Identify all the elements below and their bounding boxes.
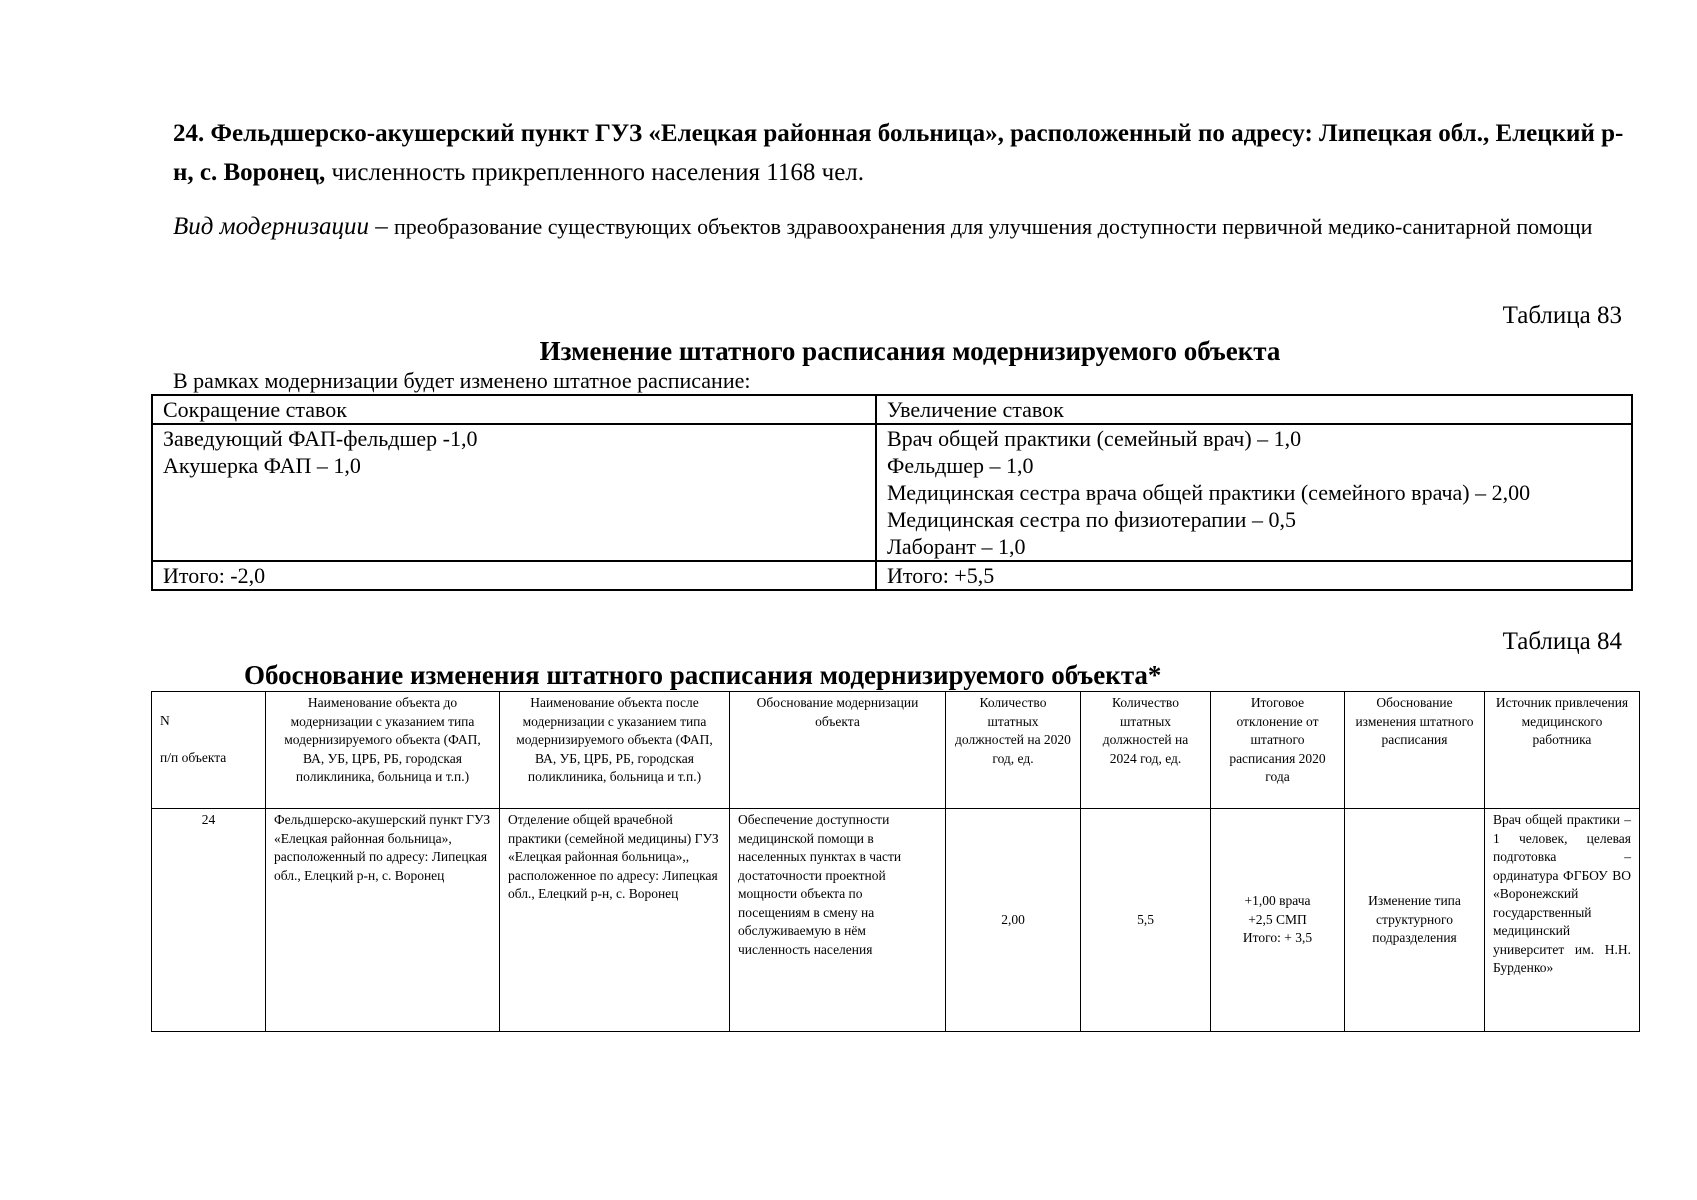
list-item: Медицинская сестра по физиотерапии – 0,5 (887, 507, 1296, 532)
table83-intro: В рамках модернизации будет изменено штатное расписание: (173, 368, 751, 393)
table-row (152, 424, 1632, 561)
heading-bold: 24. Фельдшерско-акушерский пункт ГУЗ «Елецкая районная больница», расположенный по адресу: Липецкая обл., Елецкий р-н, с. Воронец, (173, 120, 1624, 186)
table-header-row (152, 692, 1640, 809)
header-number-b: п/п объекта (160, 749, 227, 765)
row-deviation (1211, 809, 1345, 1032)
list-item: Заведующий ФАП-фельдшер -1,0 (163, 426, 478, 451)
row-reason: Обеспечение доступности медицинской помощи в населенных пунктах в части достаточности проектной мощности объекта по посещениям в смену на обслуживаемую в нём численность населения (730, 809, 946, 1032)
deviation-line: Итого: + 3,5 (1242, 930, 1313, 946)
total-reduction: Итого: -2,0 (152, 561, 876, 590)
header-count-2020: Количество штатных должностей на 2020 год, ед. (946, 692, 1081, 809)
header-after: Наименование объекта после модернизации с указанием типа модернизируемого объекта (ФАП, ВА, УБ, ЦРБ, РБ, городская поликлиника, больница и т.п.) (500, 692, 730, 809)
modernization-text: преобразование существующих объектов здравоохранения для улучшения доступности первичной медико-санитарной помощи (394, 214, 1593, 239)
table-total-row (152, 561, 1632, 590)
header-reduction: Сокращение ставок (152, 395, 876, 424)
header-reason: Обоснование модернизации объекта (730, 692, 946, 809)
header-number (152, 692, 266, 809)
row-before: Фельдшерско-акушерский пункт ГУЗ «Елецкая районная больница», расположенный по адресу: Липецкая обл., Елецкий р-н, с. Воронец (266, 809, 500, 1032)
row-count-2020: 2,00 (946, 809, 1081, 1032)
header-number-a: N (160, 713, 170, 728)
header-count-2024: Количество штатных должностей на 2024 год, ед. (1081, 692, 1211, 809)
deviation-line: +1,00 врача (1244, 893, 1311, 909)
header-deviation: Итоговое отклонение от штатного расписания 2020 года (1211, 692, 1345, 809)
row-number: 24 (152, 809, 266, 1032)
list-item: Медицинская сестра врача общей практики (семейного врача) – 2,00 (887, 480, 1531, 505)
table-header-row (152, 395, 1632, 424)
reduction-cell (152, 424, 876, 561)
staff-change-table (151, 394, 1633, 591)
header-justification: Обоснование изменения штатного расписания (1345, 692, 1485, 809)
row-source: Врач общей практики – 1 человек, целевая подготовка – ординатура ФГБОУ ВО «Воронежский государственный медицинский университет им. Н.Н. Бурденко» (1485, 809, 1640, 1032)
deviation-line: +2,5 СМП (1248, 911, 1307, 927)
section-heading (173, 114, 1643, 192)
table84-title: Обоснование изменения штатного расписания модернизируемого объекта* (244, 660, 1162, 690)
list-item: Акушерка ФАП – 1,0 (163, 453, 361, 478)
header-increase: Увеличение ставок (876, 395, 1632, 424)
list-item: Фельдшер – 1,0 (887, 453, 1034, 478)
modernization-label: Вид модернизации – (173, 213, 394, 240)
table83-title: Изменение штатного расписания модернизируемого объекта (539, 336, 1281, 366)
row-count-2024: 5,5 (1081, 809, 1211, 1032)
total-increase: Итого: +5,5 (876, 561, 1632, 590)
list-item: Врач общей практики (семейный врач) – 1,0 (887, 426, 1302, 451)
header-source: Источник привлечения медицинского работника (1485, 692, 1640, 809)
table-row (152, 809, 1640, 1032)
increase-cell (876, 424, 1632, 561)
table84-caption: Таблица 84 (1502, 628, 1622, 655)
list-item: Лаборант – 1,0 (887, 534, 1026, 559)
table83-caption: Таблица 83 (1502, 302, 1622, 329)
row-after: Отделение общей врачебной практики (семейной медицины) ГУЗ «Елецкая районная больница»,, расположенное по адресу: Липецкая обл., Елецкий р-н, с. Воронец (500, 809, 730, 1032)
row-justification: Изменение типа структурного подразделения (1345, 809, 1485, 1032)
justification-table (151, 691, 1640, 1032)
modernization-type (173, 210, 1613, 243)
heading-normal: численность прикрепленного населения 1168 чел. (325, 159, 865, 186)
header-before: Наименование объекта до модернизации с указанием типа модернизируемого объекта (ФАП, ВА, УБ, ЦРБ, РБ, городская поликлиника, больница и т.п.) (266, 692, 500, 809)
